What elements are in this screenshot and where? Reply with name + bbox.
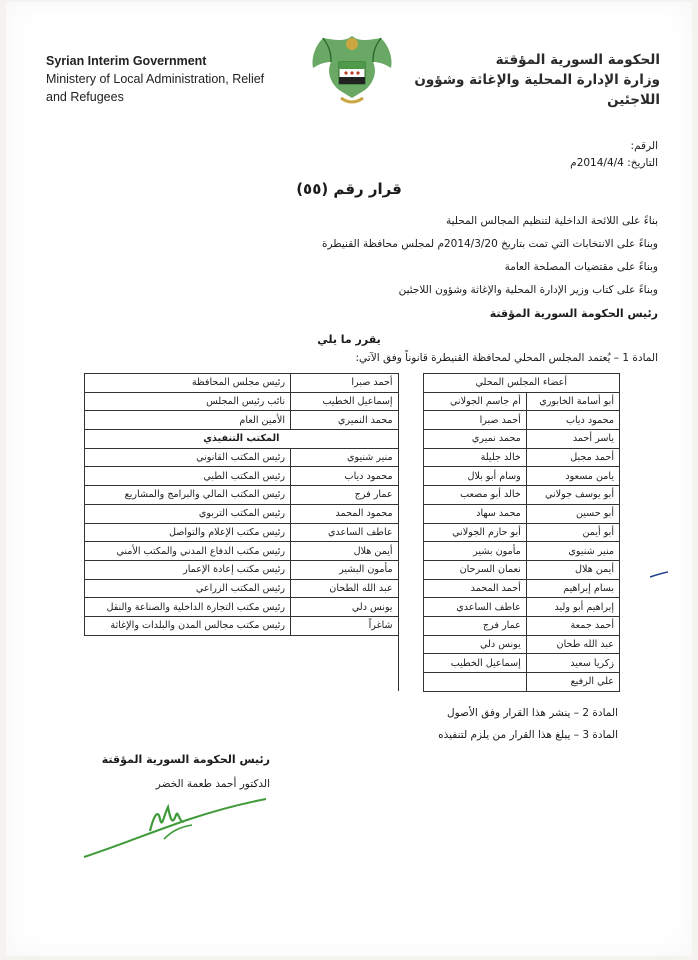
- table-row: [85, 430, 620, 449]
- member-name-cell: عمار فرج: [423, 616, 526, 635]
- executive-role-cell: رئيس مكتب الإعلام والتواصل: [85, 523, 291, 542]
- council-members-table: [84, 373, 620, 692]
- executive-role-cell: رئيس المكتب المالي والبرامج والمشاريع: [85, 486, 291, 505]
- english-ministry-name-line2: and Refugees: [46, 90, 124, 104]
- english-ministry-name-line1: Ministery of Local Administration, Relief: [46, 72, 265, 86]
- table-row: [85, 616, 620, 635]
- member-name-cell: أبو حسين: [526, 504, 619, 523]
- member-name-cell: نعمان السرحان: [423, 560, 526, 579]
- council-role-title-cell: الأمين العام: [85, 411, 291, 430]
- article-1: المادة 1 – يُعتمد المجلس المحلي لمحافظة القنيطرة قانوناً وفق الآتي:: [355, 352, 658, 364]
- column-gap: [398, 430, 423, 449]
- executive-role-cell: رئيس مكتب الدفاع المدني والمكتب الأمني: [85, 542, 291, 561]
- table-row: [85, 374, 620, 393]
- member-name-cell: أبو أيمن: [526, 523, 619, 542]
- column-gap: [398, 616, 423, 635]
- preamble-line: وبناءً على كتاب وزير الإدارة المحلية والإغاثة وشؤون اللاجئين: [398, 284, 658, 296]
- executive-name-cell: شاغراً: [291, 616, 399, 635]
- member-name-cell: محمد نميري: [423, 430, 526, 449]
- column-gap: [398, 523, 423, 542]
- preamble: [218, 210, 658, 325]
- executive-name-cell: مأمون البشير: [291, 560, 399, 579]
- member-name-cell: إسماعيل الخطيب: [423, 654, 526, 673]
- table-row: [85, 467, 620, 486]
- member-name-cell: أبو يوسف جولاني: [526, 486, 619, 505]
- member-name-cell: أيمن هلال: [526, 560, 619, 579]
- member-name-cell: بسام إبراهيم: [526, 579, 619, 598]
- member-name-cell: أحمد مجبل: [526, 448, 619, 467]
- executive-name-cell: محمود المحمد: [291, 504, 399, 523]
- member-name-cell: محمود دياب: [526, 411, 619, 430]
- column-gap: [398, 579, 423, 598]
- table-row: [85, 486, 620, 505]
- executive-name-cell: يونس دلي: [291, 598, 399, 617]
- column-gap: [398, 542, 423, 561]
- member-name-cell: أبو أسامة الخابوري: [526, 392, 619, 411]
- arabic-ministry-name: وزارة الإدارة المحلية والإغاثة وشؤون اللاجئين: [414, 72, 660, 108]
- executive-office-heading: المكتب التنفيذي: [85, 430, 399, 449]
- decides-heading: يقرر ما يلي: [317, 333, 381, 346]
- preamble-line: وبناءً على مقتضيات المصلحة العامة: [504, 261, 658, 273]
- executive-role-cell: رئيس مكتب مجالس المدن والبلدات والإغاثة: [85, 616, 291, 635]
- empty-cell: [85, 654, 399, 673]
- signer-name: الدكتور أحمد طعمة الخضر: [155, 778, 270, 790]
- column-gap: [398, 504, 423, 523]
- member-name-cell: محمد سهاد: [423, 504, 526, 523]
- column-gap: [398, 654, 423, 673]
- column-gap: [398, 560, 423, 579]
- member-name-cell: أحمد جمعة: [526, 616, 619, 635]
- column-gap: [398, 411, 423, 430]
- executive-name-cell: عمار فرج: [291, 486, 399, 505]
- table-row: [85, 673, 620, 692]
- member-name-cell: أبو حازم الجولاني: [423, 523, 526, 542]
- council-role-title-cell: رئيس مجلس المحافظة: [85, 374, 291, 393]
- table-row: [85, 579, 620, 598]
- executive-name-cell: منير شنيوي: [291, 448, 399, 467]
- arabic-letterhead: [400, 50, 660, 110]
- empty-cell: [85, 673, 399, 692]
- column-gap: [398, 635, 423, 654]
- table-row: [85, 411, 620, 430]
- member-name-cell: زكريا سعيد: [526, 654, 619, 673]
- executive-role-cell: رئيس المكتب التربوي: [85, 504, 291, 523]
- pen-mark: [648, 570, 670, 580]
- member-name-cell: خالد جليلة: [423, 448, 526, 467]
- member-name-cell: وسام أبو بلال: [423, 467, 526, 486]
- executive-role-cell: رئيس المكتب الطبي: [85, 467, 291, 486]
- member-name-cell: خالد أبو مصعب: [423, 486, 526, 505]
- column-gap: [398, 448, 423, 467]
- council-role-name-cell: إسماعيل الخطيب: [291, 392, 399, 411]
- table-row: [85, 654, 620, 673]
- member-name-cell: أحمد المحمد: [423, 579, 526, 598]
- table-row: [85, 542, 620, 561]
- table-row: [85, 523, 620, 542]
- member-name-cell: يامن مسعود: [526, 467, 619, 486]
- article-2: المادة 2 – ينشر هذا القرار وفق الأصول: [446, 707, 618, 719]
- table-row: [85, 598, 620, 617]
- decree-title: قرار رقم (٥٥): [296, 180, 402, 198]
- table-row: [85, 392, 620, 411]
- signer-title: رئيس الحكومة السورية المؤقتة: [101, 753, 270, 766]
- document-date: التاريخ: 2014/4/4م: [570, 157, 658, 169]
- council-role-title-cell: نائب رئيس المجلس: [85, 392, 291, 411]
- closing-articles: [438, 702, 618, 746]
- executive-role-cell: رئيس المكتب القانوني: [85, 448, 291, 467]
- table-row: [85, 560, 620, 579]
- empty-cell: [85, 635, 399, 654]
- member-name-cell: منير شنيوي: [526, 542, 619, 561]
- column-gap: [398, 673, 423, 692]
- arabic-government-name: الحكومة السورية المؤقتة: [495, 52, 660, 68]
- member-name-cell: عاطف الساعدي: [423, 598, 526, 617]
- executive-name-cell: عبد الله الطحان: [291, 579, 399, 598]
- table-row: [85, 448, 620, 467]
- executive-role-cell: رئيس مكتب إعادة الإعمار: [85, 560, 291, 579]
- member-name-cell: مأمون بشير: [423, 542, 526, 561]
- preamble-signer: رئيس الحكومة السورية المؤقتة: [489, 307, 658, 320]
- government-eagle-emblem: [305, 28, 399, 108]
- council-role-name-cell: أحمد صبرا: [291, 374, 399, 393]
- member-name-cell: ياسر أحمد: [526, 430, 619, 449]
- council-role-name-cell: محمد النميري: [291, 411, 399, 430]
- table-row: [85, 635, 620, 654]
- english-government-name: Syrian Interim Government: [46, 54, 207, 68]
- members-header-cell: أعضاء المجلس المحلي: [423, 374, 619, 393]
- executive-role-cell: رئيس مكتب التجارة الداخلية والصناعة والنقل: [85, 598, 291, 617]
- column-gap: [398, 392, 423, 411]
- preamble-line: وبناءً على الانتخابات التي تمت بتاريخ 2014/3/20م لمجلس محافظة القنيطرة: [321, 238, 658, 250]
- member-name-cell: أم جاسم الجولاني: [423, 392, 526, 411]
- executive-name-cell: أيمن هلال: [291, 542, 399, 561]
- member-name-cell: يونس دلي: [423, 635, 526, 654]
- handwritten-signature: [80, 785, 270, 865]
- article-3: المادة 3 – يبلغ هذا القرار من يلزم لتنفيذه: [438, 729, 618, 741]
- executive-role-cell: رئيس المكتب الزراعي: [85, 579, 291, 598]
- table-row: [85, 504, 620, 523]
- english-letterhead: [46, 52, 296, 106]
- column-gap: [398, 374, 423, 393]
- executive-name-cell: عاطف الساعدي: [291, 523, 399, 542]
- reference-number: الرقم:: [630, 140, 658, 152]
- preamble-line: بناءً على اللائحة الداخلية لتنظيم المجالس المحلية: [445, 215, 658, 227]
- member-name-cell: أحمد صبرا: [423, 411, 526, 430]
- column-gap: [398, 598, 423, 617]
- member-name-cell: [423, 673, 526, 692]
- column-gap: [398, 467, 423, 486]
- document-meta: [570, 138, 658, 172]
- member-name-cell: إبراهيم أبو وليد: [526, 598, 619, 617]
- column-gap: [398, 486, 423, 505]
- member-name-cell: عبد الله طحان: [526, 635, 619, 654]
- executive-name-cell: محمود دياب: [291, 467, 399, 486]
- member-name-cell: علي الرفيع: [526, 673, 619, 692]
